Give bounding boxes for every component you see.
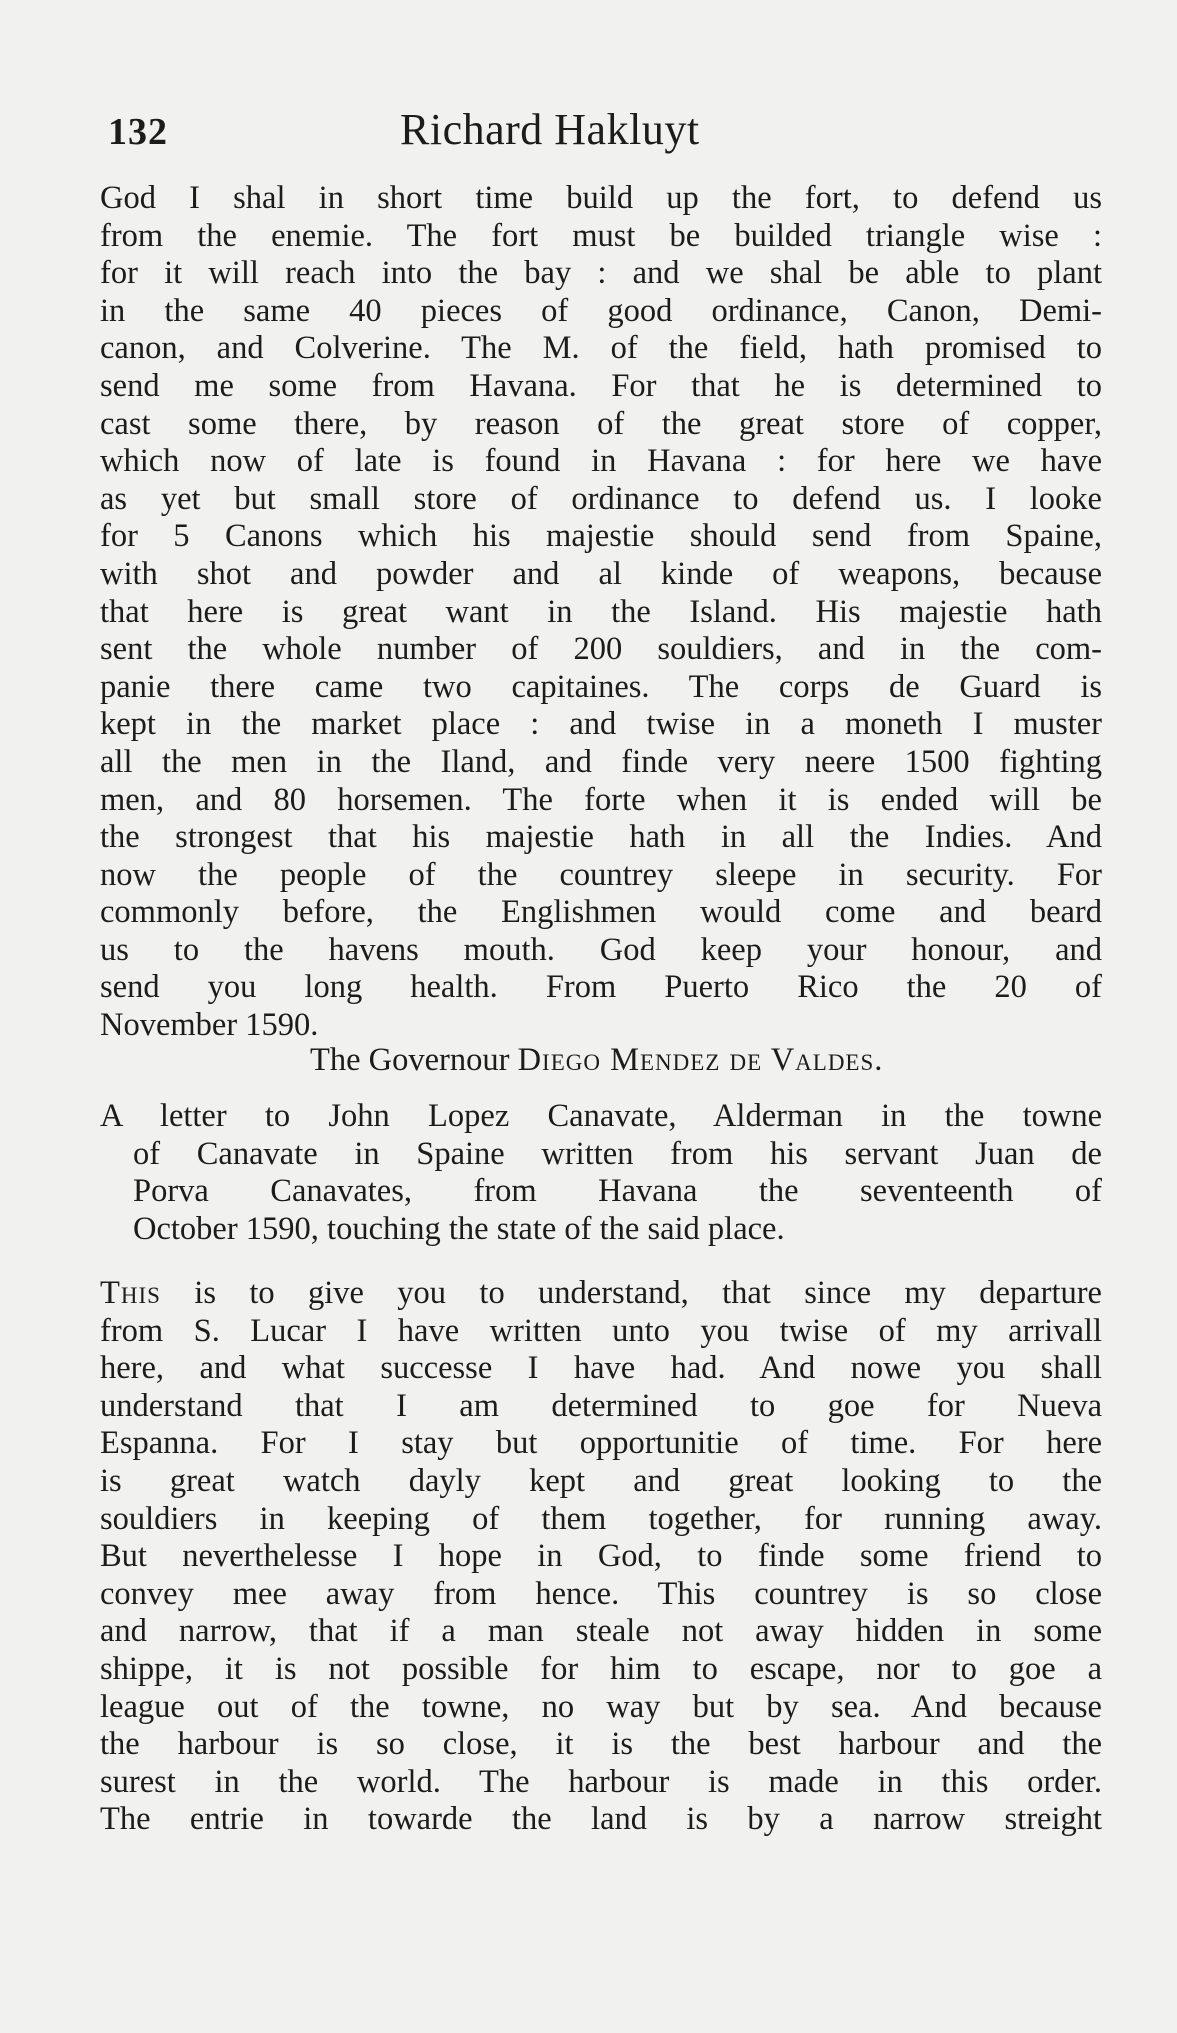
text-line: is great watch dayly kept and great looking to the bbox=[100, 1462, 1102, 1499]
text-line: surest in the world. The harbour is made in this order. bbox=[100, 1763, 1102, 1800]
text-line: canon, and Colverine. The M. of the field, hath promised to bbox=[100, 330, 1102, 367]
running-head: Richard Hakluyt bbox=[400, 105, 700, 154]
text-line: as yet but small store of ordinance to defend us. I looke bbox=[100, 480, 1102, 517]
text-line: send you long health. From Puerto Rico the 20 of bbox=[100, 969, 1102, 1006]
text-line: convey mee away from hence. This countrey is so close bbox=[100, 1575, 1102, 1612]
text-line: commonly before, the Englishmen would come and beard bbox=[100, 894, 1102, 931]
signature-name: Diego Mendez de Valdes. bbox=[517, 1042, 884, 1078]
letter-2-heading bbox=[100, 1098, 1102, 1248]
text-line: from the enemie. The fort must be builded triangle wise : bbox=[100, 217, 1102, 254]
text-line: send me some from Havana. For that he is determined to bbox=[100, 367, 1102, 404]
page-number: 132 bbox=[108, 111, 168, 153]
text-line: panie there came two capitaines. The corps de Guard is bbox=[100, 668, 1102, 705]
text-line: men, and 80 horsemen. The forte when it is ended will be bbox=[100, 781, 1102, 818]
text-line: and narrow, that if a man steale not away hidden in some bbox=[100, 1613, 1102, 1650]
text-line: the harbour is so close, it is the best harbour and the bbox=[100, 1726, 1102, 1763]
opening-word: This bbox=[100, 1275, 161, 1311]
text-line: for it will reach into the bay : and we shal be able to plant bbox=[100, 255, 1102, 292]
text-line: now the people of the countrey sleepe in security. For bbox=[100, 856, 1102, 893]
text-line: from S. Lucar I have written unto you twise of my arrivall bbox=[100, 1312, 1102, 1349]
signature-prefix: The Governour bbox=[310, 1042, 510, 1078]
text-line: shippe, it is not possible for him to escape, nor to goe a bbox=[100, 1650, 1102, 1687]
text-line: us to the havens mouth. God keep your honour, and bbox=[100, 931, 1102, 968]
text-line: in the same 40 pieces of good ordinance, Canon, Demi- bbox=[100, 292, 1102, 329]
signature-line bbox=[310, 1040, 883, 1080]
text-line bbox=[100, 1275, 1102, 1313]
text-line: understand that I am determined to goe for Nueva bbox=[100, 1387, 1102, 1424]
heading-line: A letter to John Lopez Canavate, Alderman in the towne bbox=[100, 1098, 1102, 1134]
text-line: souldiers in keeping of them together, for running away. bbox=[100, 1500, 1102, 1537]
page-header bbox=[100, 104, 1100, 174]
text-line: cast some there, by reason of the great store of copper, bbox=[100, 405, 1102, 442]
text-line: Espanna. For I stay but opportunitie of time. For here bbox=[100, 1425, 1102, 1462]
text-line: November 1590. bbox=[100, 1007, 319, 1044]
text-line: league out of the towne, no way but by sea. And because bbox=[100, 1688, 1102, 1725]
letter-body-1 bbox=[100, 180, 1102, 1045]
text-line: all the men in the Iland, and finde very neere 1500 fighting bbox=[100, 743, 1102, 780]
text-line: sent the whole number of 200 souldiers, and in the com- bbox=[100, 631, 1102, 668]
text-line: The entrie in towarde the land is by a narrow streight bbox=[100, 1801, 1102, 1838]
text-line: which now of late is found in Havana : for here we have bbox=[100, 443, 1102, 480]
text-line: But neverthelesse I hope in God, to finde some friend to bbox=[100, 1538, 1102, 1575]
heading-line: of Canavate in Spaine written from his servant Juan de bbox=[133, 1135, 1102, 1172]
text-line: here, and what successe I have had. And nowe you shall bbox=[100, 1350, 1102, 1387]
letter-body-2 bbox=[100, 1275, 1102, 1839]
text-line-rest: is to give you to understand, that since my departure bbox=[160, 1275, 1102, 1311]
text-line: the strongest that his majestie hath in all the Indies. And bbox=[100, 819, 1102, 856]
text-line: God I shal in short time build up the fort, to defend us bbox=[100, 180, 1102, 216]
text-line: with shot and powder and al kinde of weapons, because bbox=[100, 555, 1102, 592]
text-line: kept in the market place : and twise in a moneth I muster bbox=[100, 706, 1102, 743]
text-line: that here is great want in the Island. His majestie hath bbox=[100, 593, 1102, 630]
heading-line: October 1590, touching the state of the said place. bbox=[133, 1210, 785, 1247]
text-line: for 5 Canons which his majestie should send from Spaine, bbox=[100, 518, 1102, 555]
heading-line: Porva Canavates, from Havana the seventeenth of bbox=[133, 1173, 1102, 1210]
